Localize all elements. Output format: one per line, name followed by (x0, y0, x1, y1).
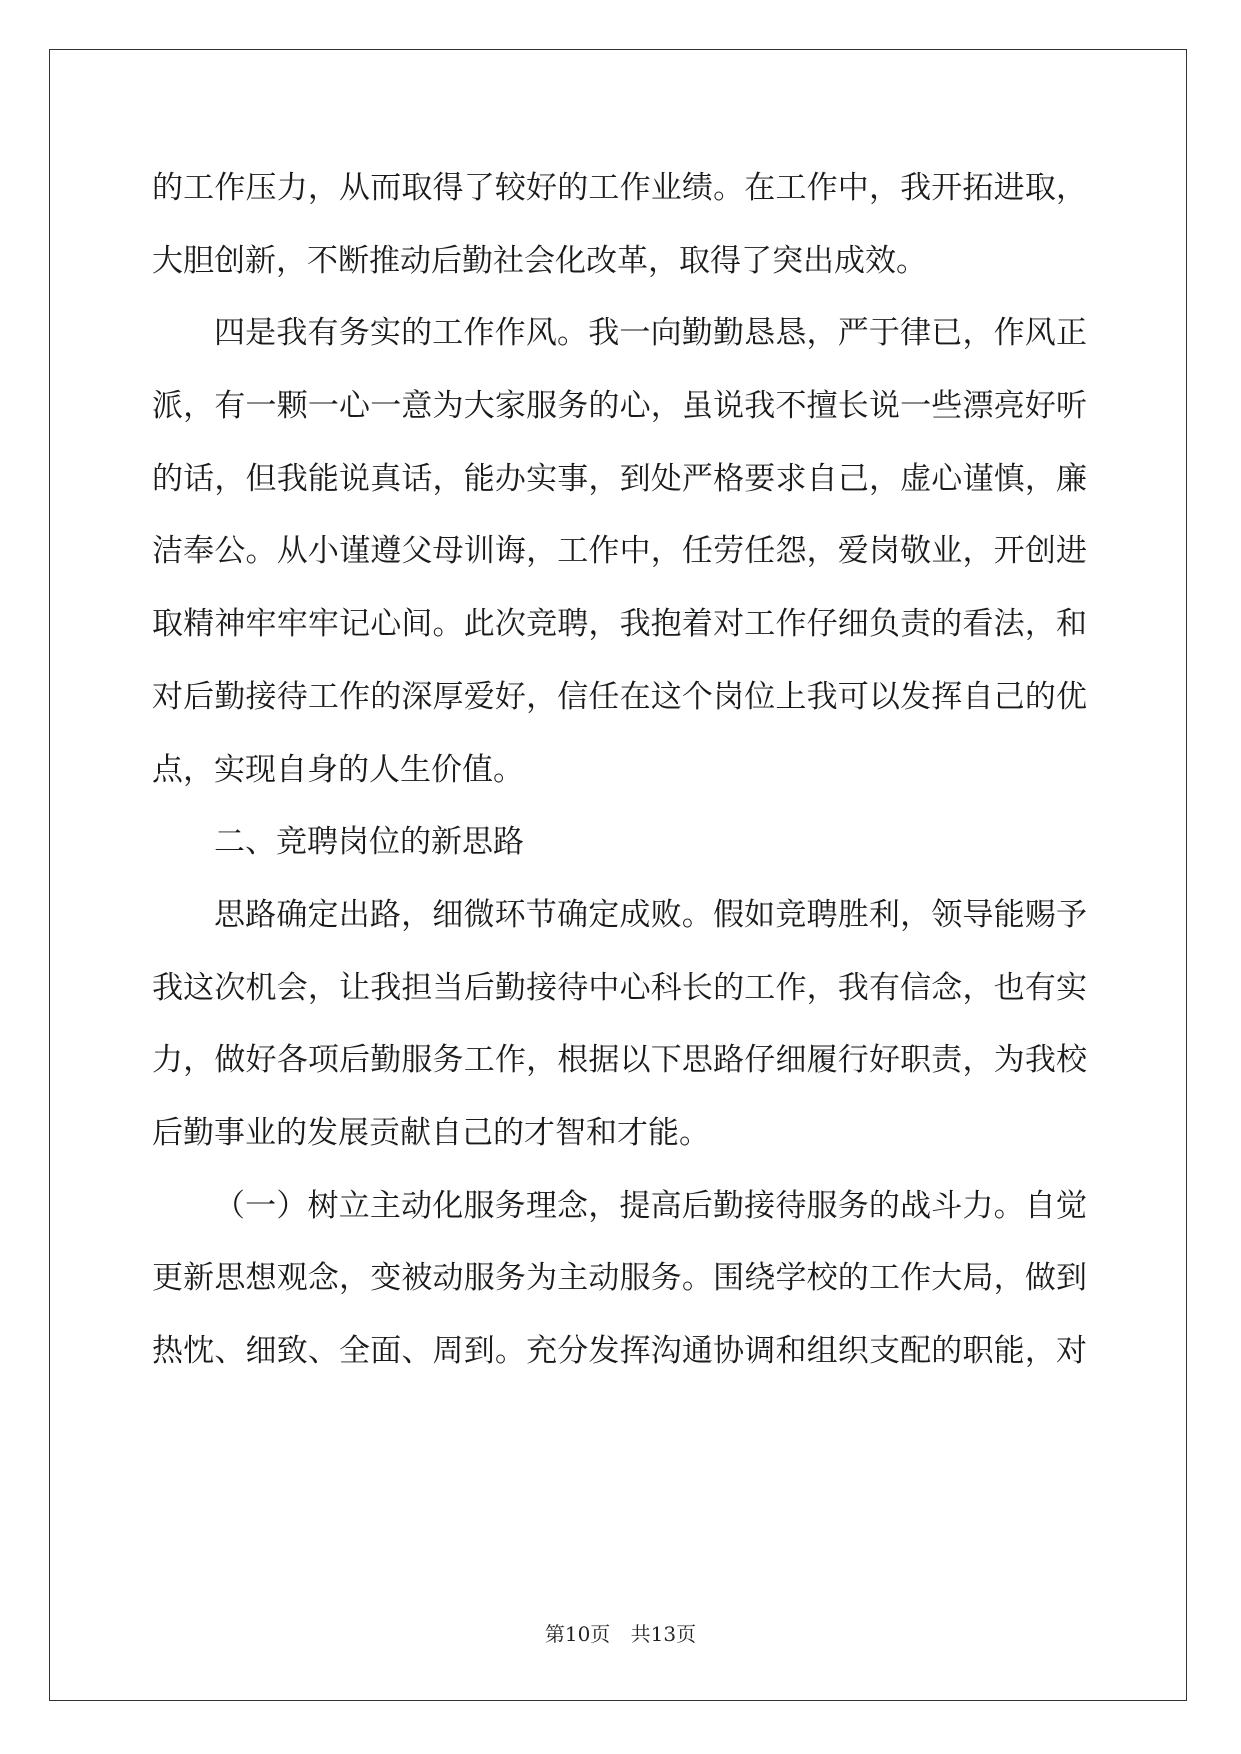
page-total: 共13页 (630, 1622, 697, 1646)
text-line: 派，有一颗一心一意为大家服务的心，虽说我不擅长说一些漂亮好听 (152, 388, 1087, 425)
text-line: 更新思想观念，变被动服务为主动服务。围绕学校的工作大局，做到 (152, 1260, 1087, 1297)
paragraph-start-line: （一）树立主动化服务理念，提高后勤接待服务的战斗力。自觉 (214, 1187, 1087, 1224)
text-line: 洁奉公。从小谨遵父母训诲，工作中，任劳任怨，爱岗敬业，开创进 (152, 533, 1087, 570)
text-line: 我这次机会，让我担当后勤接待中心科长的工作，我有信念，也有实 (152, 969, 1087, 1006)
text-line: 大胆创新，不断推动后勤社会化改革，取得了突出成效。 (152, 242, 927, 279)
page-footer (0, 1618, 1241, 1647)
paragraph-start-line: 四是我有务实的工作作风。我一向勤勤恳恳，严于律已，作风正 (214, 315, 1087, 352)
document-body (152, 152, 1087, 1388)
text-line: 力，做好各项后勤服务工作，根据以下思路仔细履行好职责，为我校 (152, 1042, 1087, 1079)
text-line: 后勤事业的发展贡献自己的才智和才能。 (152, 1114, 710, 1151)
section-heading: 二、竞聘岗位的新思路 (214, 824, 524, 861)
paragraph-start-line: 思路确定出路，细微环节确定成败。假如竞聘胜利，领导能赐予 (214, 896, 1087, 933)
text-line: 热忱、细致、全面、周到。充分发挥沟通协调和组织支配的职能，对 (152, 1333, 1087, 1369)
text-line: 取精神牢牢牢记心间。此次竞聘，我抱着对工作仔细负责的看法，和 (152, 606, 1087, 643)
text-line: 点，实现自身的人生价值。 (152, 751, 524, 788)
text-line: 的话，但我能说真话，能办实事，到处严格要求自己，虚心谨慎，廉 (152, 460, 1087, 497)
page-number: 第10页 (544, 1622, 611, 1646)
text-line: 的工作压力，从而取得了较好的工作业绩。在工作中，我开拓进取， (152, 170, 1087, 206)
text-line: 对后勤接待工作的深厚爱好，信任在这个岗位上我可以发挥自己的优 (152, 678, 1087, 715)
